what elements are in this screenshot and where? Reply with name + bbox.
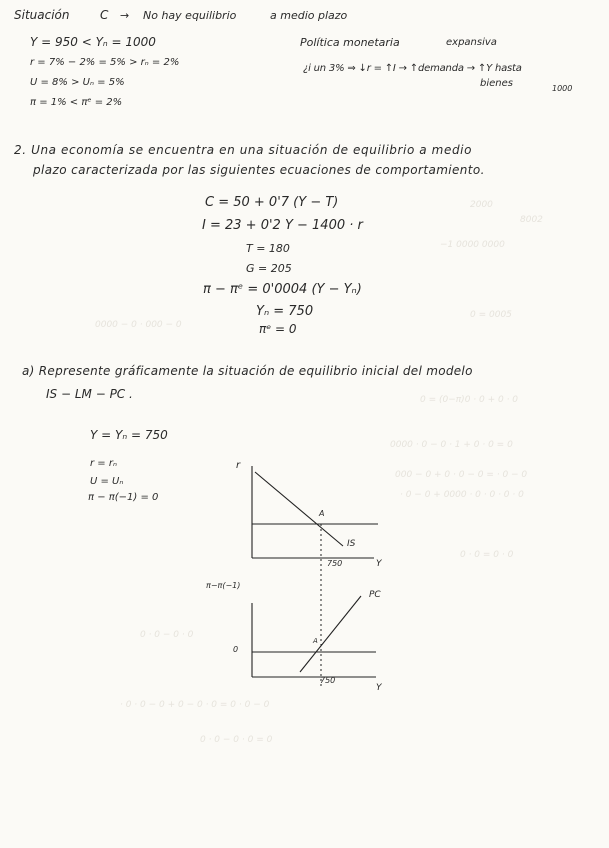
equation-taxes: T = 180 bbox=[246, 242, 290, 255]
situacion-label: Situación bbox=[14, 8, 70, 22]
qa-statement-line1: a) Represente gráficamente la situación de equilibrio inicial del modelo bbox=[22, 364, 473, 378]
bienes-text: bienes bbox=[480, 78, 513, 89]
pc-curve-label: PC bbox=[369, 590, 381, 600]
pc-curve bbox=[300, 596, 361, 672]
u-condition: U = 8% > Uₙ = 5% bbox=[30, 77, 125, 88]
no-equilibrio-text: No hay equilibrio bbox=[143, 9, 237, 22]
mil-value: 1000 bbox=[552, 84, 573, 93]
q2-statement-line1: 2. Una economía se encuentra en una situación de equilibrio a medio bbox=[14, 143, 473, 157]
note-y-equals-yn: Y = Yₙ = 750 bbox=[90, 428, 168, 442]
expansiva-text: expansiva bbox=[446, 37, 497, 48]
qa-statement-line2: IS − LM − PC . bbox=[46, 387, 133, 401]
q2-statement-line2: plazo caracterizada por las siguientes ecuaciones de comportamiento. bbox=[33, 163, 485, 177]
politica-monetaria: Política monetaria bbox=[300, 36, 400, 49]
is-point-a-label: A bbox=[319, 509, 325, 518]
y-condition: Y = 950 < Yₙ = 1000 bbox=[30, 35, 156, 49]
arrow-glyph: → bbox=[120, 9, 130, 22]
medio-plazo-text: a medio plazo bbox=[270, 9, 348, 22]
is-graph-y-label: r bbox=[236, 460, 241, 471]
equation-natural-output: Yₙ = 750 bbox=[256, 304, 314, 319]
pc-zero-label: 0 bbox=[233, 645, 239, 654]
equation-consumption: C = 50 + 0'7 (Y − T) bbox=[205, 195, 339, 210]
is-curve-label: IS bbox=[347, 539, 356, 549]
equation-expected-inflation: πᵉ = 0 bbox=[259, 322, 297, 336]
pc-graph-y-label: π−π(−1) bbox=[206, 581, 241, 590]
pc-point-a-label: A bbox=[313, 637, 318, 645]
pc-graph-x-label: Y bbox=[376, 683, 382, 693]
is-graph-x-label: Y bbox=[376, 559, 382, 569]
equation-phillips: π − πᵉ = 0'0004 (Y − Yₙ) bbox=[203, 282, 362, 297]
equation-investment: I = 23 + 0'2 Y − 1400 · r bbox=[202, 218, 363, 233]
note-r-equals-rn: r = rₙ bbox=[90, 458, 117, 469]
pc-x-tick-750: 750 bbox=[320, 676, 336, 685]
situacion-letter: C bbox=[100, 8, 109, 22]
note-pi-change-zero: π − π(−1) = 0 bbox=[88, 492, 159, 503]
is-x-tick-750: 750 bbox=[327, 559, 343, 568]
note-u-equals-un: U = Uₙ bbox=[90, 476, 124, 487]
r-condition: r = 7% − 2% = 5% > rₙ = 2% bbox=[30, 57, 180, 68]
policy-chain: ¿i un 3% ⇒ ↓r = ↑I → ↑demanda → ↑Y hasta bbox=[303, 63, 522, 74]
equation-government: G = 205 bbox=[246, 262, 292, 275]
pi-condition: π = 1% < πᵉ = 2% bbox=[30, 97, 123, 108]
